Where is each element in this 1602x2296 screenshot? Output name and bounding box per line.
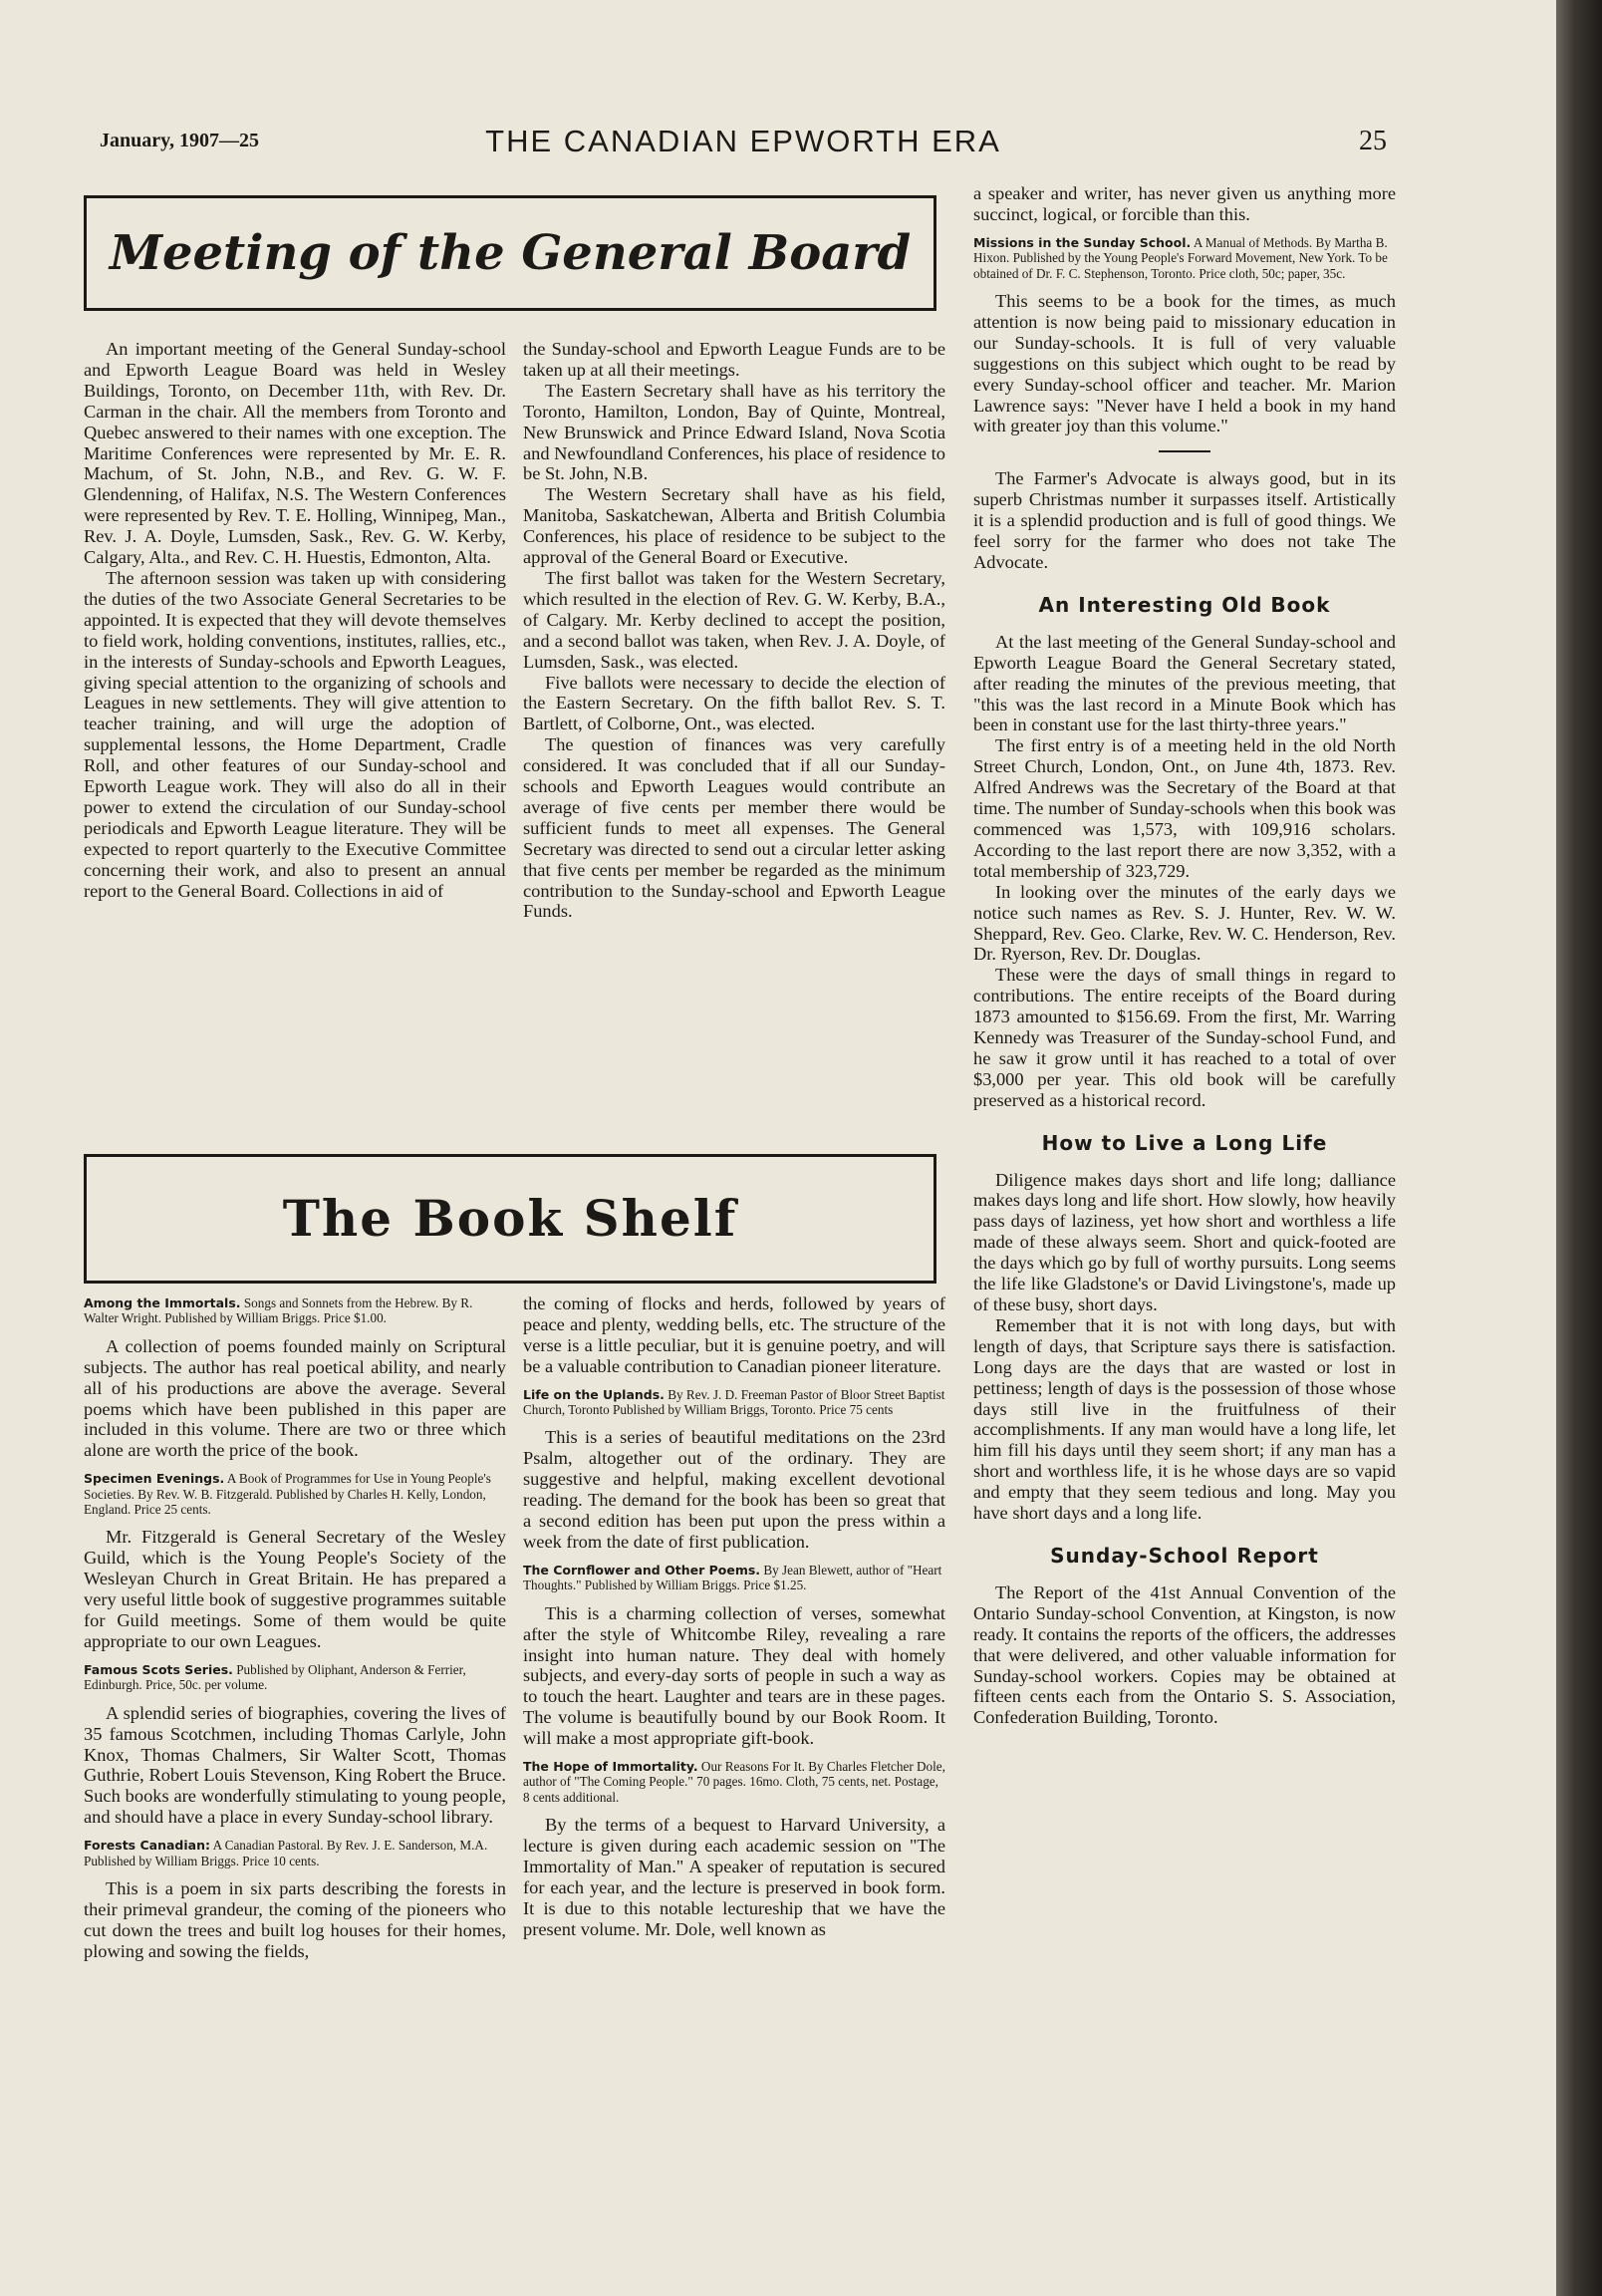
book-entry-header <box>84 1662 506 1693</box>
report-paragraph: The Report of the 41st Annual Convention of the Ontario Sunday-school Convention, at Kingston, is now ready. It contains the reports of the officers, the addresses that were delivered, and other valuable information for Sunday-school workers. Copies may be obtained at fifteen cents each from the Ontario S. S. Association, Confederation Building, Toronto. <box>973 1581 1396 1728</box>
book-entry-header <box>84 1295 506 1326</box>
book-info: By Rev. J. D. Freeman Pastor of Bloor Street Baptist Church, Toronto Published by William Briggs, Toronto. Price 75 cents <box>523 1386 945 1418</box>
meeting-column-1 <box>84 339 506 901</box>
book-entry-header <box>523 1387 945 1418</box>
book-info: Songs and Sonnets from the Hebrew. By R. Walter Wright. Published by William Briggs. Price $1.00. <box>84 1295 473 1326</box>
book-info: A Canadian Pastoral. By Rev. J. E. Sanderson, M.A. Published by William Briggs. Price 10 cents. <box>84 1838 488 1868</box>
farmer-advocate-note: The Farmer's Advocate is always good, but in its superb Christmas number it surpasses itself. Artistically it is a splendid production and is full of good things. We feel sorry for the farmer who does not take The Advocate. <box>973 468 1396 572</box>
old-book-paragraph: In looking over the minutes of the early days we notice such names as Rev. S. J. Hunter, Rev. W. W. Sheppard, Rev. Geo. Clarke, Rev. W. C. Henderson, Rev. Dr. Ryerson, Rev. Dr. Douglas. <box>973 881 1396 965</box>
report-heading: Sunday-School Report <box>1050 1543 1319 1568</box>
header-date: January, 1907—25 <box>100 130 260 151</box>
old-book-paragraph: These were the days of small things in regard to contributions. The entire receipts of the Board during 1873 amounted to $156.69. From the first, Mr. Warring Kennedy was Treasurer of the Sunday-school Fund, and he saw it grow until it has reached to a total of over $3,000 per year. This old book will be carefully preserved as a historical record. <box>973 965 1396 1110</box>
book-review: This seems to be a book for the times, as much attention is now being paid to missionary education in our Sunday-schools. It is full of very valuable suggestions on this subject which ought to be read by every Sunday-school officer and teacher. Mr. Marion Lawrence says: "Never have I held a book in my hand with greater joy than this volume." <box>973 291 1396 436</box>
page-header <box>100 124 1387 163</box>
meeting-paragraph: The first ballot was taken for the Western Secretary, which resulted in the election of Rev. G. W. Kerby, B.A., of Calgary. Mr. Kerby declined to accept the position, and a second ballot was taken, when Rev. J. A. Doyle, of Lumsden, Sask., was elected. <box>523 567 945 672</box>
book-review: Mr. Fitzgerald is General Secretary of the Wesley Guild, which is the Young People's Society of the Wesleyan Church in Great Britain. He has prepared a very useful little book of suggestive programmes suitable for Guild meetings. Some of them would be quite appropriate to our own Leagues. <box>84 1527 506 1651</box>
book-review: This is a charming collection of verses, somewhat after the style of Whitcombe Riley, revealing a rare insight into human nature. They deal with homely subjects, and every-day sorts of people in such a way as to touch the heart. Laughter and tears are in these pages. The volume is beautifully bound by our Book Room. It will make a most appropriate gift-book. <box>523 1602 945 1749</box>
meeting-paragraph: the Sunday-school and Epworth League Funds are to be taken up at all their meetings. <box>523 339 945 380</box>
long-life-paragraph: Remember that it is not with long days, but with length of days, that Scripture says there is satisfaction. Long days are the days that are wasted or lost in pettiness; length of days is the possession of those whose days still live in the fruitfulness of their accomplishments. If any man would have a long life, let him fill his days until they seem short; if any man has a short and worthless life, it is he whose days are so vapid and empty that they seem tedious and long. May you have short days and a long life. <box>973 1314 1396 1524</box>
continued-review: a speaker and writer, has never given us anything more succinct, logical, or forcible than this. <box>973 183 1396 224</box>
bookshelf-title-box <box>84 1154 936 1284</box>
bookshelf-column-1 <box>84 1293 506 1962</box>
book-title: Missions in the Sunday School. <box>973 234 1192 250</box>
book-title: Forests Canadian: <box>84 1838 210 1854</box>
book-title: Famous Scots Series. <box>84 1661 233 1677</box>
long-life-paragraph: Diligence makes days short and life long; dalliance makes days long and life short. How slowly, how heavily pass days of laziness, yet how short and worthless a life made of these always seem. Short and quick-footed are the days which go by full of worthy pursuits. Long seems the life like Gladstone's or David Livingstone's, made up of these busy, short days. <box>973 1169 1396 1314</box>
book-binding-edge <box>1556 0 1602 2296</box>
book-review: the coming of flocks and herds, followed by years of peace and plenty, wedding bells, etc. The structure of the verse is a little peculiar, but it is genuine poetry, and will be a valuable contribution to Canadian pioneer literature. <box>523 1293 945 1376</box>
book-review: A splendid series of biographies, covering the lives of 35 famous Scotchmen, including Thomas Carlyle, John Knox, Thomas Chalmers, Sir Walter Scott, Thomas Guthrie, Robert Louis Stevenson, King Robert the Bruce. Such books are wonderfully stimulating to young people, and should have a place in every Sunday-school library. <box>84 1702 506 1828</box>
page-number: 25 <box>1359 126 1387 156</box>
long-life-heading: How to Live a Long Life <box>1041 1130 1328 1155</box>
book-entry-header <box>84 1471 506 1517</box>
book-entry-header <box>523 1563 945 1593</box>
meeting-column-2 <box>523 339 945 922</box>
book-title: Life on the Uplands. <box>523 1386 665 1402</box>
book-info: A Book of Programmes for Use in Young People's Societies. By Rev. W. B. Fitzgerald. Published by Charles H. Kelly, London, England. Price 25 cents. <box>84 1471 491 1518</box>
book-info: By Jean Blewett, author of "Heart Thoughts." Published by William Briggs. Price $1.25. <box>523 1562 942 1593</box>
meeting-title-box <box>84 195 936 311</box>
divider <box>1159 450 1210 452</box>
book-title: The Cornflower and Other Poems. <box>523 1562 761 1578</box>
book-info: A Manual of Methods. By Martha B. Hixon. Published by the Young People's Forward Movement, New York. To be obtained of Dr. F. C. Stephenson, Toronto. Price cloth, 50c; paper, 35c. <box>973 234 1388 281</box>
book-entry-header <box>84 1838 506 1868</box>
book-entry-header <box>523 1759 945 1805</box>
right-column <box>973 183 1396 1728</box>
book-entry-header <box>973 235 1396 281</box>
book-title: Specimen Evenings. <box>84 1471 225 1487</box>
bookshelf-title: The Book Shelf <box>282 1189 738 1248</box>
book-info: Our Reasons For It. By Charles Fletcher Dole, author of "The Coming People." 70 pages. 16mo. Cloth, 75 cents, net. Postage, 8 cents additional. <box>523 1759 945 1805</box>
book-title: The Hope of Immortality. <box>523 1759 698 1775</box>
meeting-paragraph: The Eastern Secretary shall have as his territory the Toronto, Hamilton, London, Bay of Quinte, Montreal, New Brunswick and Prince Edward Island, Nova Scotia and Newfoundland Conferences, his place of residence to be St. John, N.B. <box>523 380 945 484</box>
meeting-paragraph: An important meeting of the General Sunday-school and Epworth League Board was held in Wesley Buildings, Toronto, on December 11th, with Rev. Dr. Carman in the chair. All the members from Toronto and Quebec answered to their names with one exception. The Maritime Conferences were represented by Mr. E. R. Machum, of St. John, N.B., and Rev. G. W. F. Glendenning, of Halifax, N.S. The Western Conferences were represented by Rev. T. E. Holling, Winnipeg, Man., Rev. J. A. Doyle, Lumsden, Sask., Rev. G. W. Kerby, Calgary, Alta., and Rev. C. H. Huestis, Edmonton, Alta. <box>84 339 506 568</box>
old-book-paragraph: The first entry is of a meeting held in the old North Street Church, London, Ont., on June 4th, 1873. Rev. Alfred Andrews was the Secretary of the Board at that time. The number of Sunday-schools when this book was commenced was 1,573, with 109,916 scholars. According to the last report there are now 3,352, with a total membership of 323,729. <box>973 735 1396 881</box>
bookshelf-column-2 <box>523 1293 945 1940</box>
book-review: By the terms of a bequest to Harvard University, a lecture is given during each academic session on "The Immortality of Man." A speaker of reputation is secured for each year, and the lecture is preserved in book form. It is due to this notable lectureship that we have the present volume. Mr. Dole, well known as <box>523 1815 945 1939</box>
meeting-paragraph: Five ballots were necessary to decide the election of the Eastern Secretary. On the fifth ballot Rev. S. T. Bartlett, of Colborne, Ont., was elected. <box>523 672 945 734</box>
meeting-paragraph: The Western Secretary shall have as his field, Manitoba, Saskatchewan, Alberta and British Columbia Conferences, his place of residence to be subject to the approval of the General Board or Executive. <box>523 484 945 568</box>
meeting-paragraph: The afternoon session was taken up with considering the duties of the two Associate General Secretaries to be appointed. It is expected that they will devote themselves to field work, holding conventions, institutes, rallies, etc., in the interests of Sunday-schools and Epworth Leagues, giving special attention to the organizing of schools and Leagues in new settlements. They will give attention to teacher training, and will urge the adoption of supplemental lessons, the Home Department, Cradle Roll, and other features of our Sunday-school and Epworth League work. They will also do all in their power to extend the circulation of our Sunday-school periodicals and Epworth League literature. They will be expected to report quarterly to the Executive Committee concerning their work, and also to present an annual report to the General Board. Collections in aid of <box>84 567 506 901</box>
book-review: This is a poem in six parts describing the forests in their primeval grandeur, the coming of the pioneers who cut down the trees and built log houses for their homes, plowing and sowing the fields, <box>84 1877 506 1961</box>
old-book-paragraph: At the last meeting of the General Sunday-school and Epworth League Board the General Secretary stated, after reading the minutes of the previous meeting, that "this was the last record in a Minute Book which has been in constant use for the last thirty-three years." <box>973 631 1396 735</box>
header-title: THE CANADIAN EPWORTH ERA <box>485 124 1001 158</box>
book-title: Among the Immortals. <box>84 1295 241 1310</box>
book-review: A collection of poems founded mainly on Scriptural subjects. The author has real poetical ability, and nearly all of his productions are above the average. Several poems which have been published in this paper are included in this volume. There are two or three which alone are worth the price of the book. <box>84 1335 506 1461</box>
book-info: Published by Oliphant, Anderson & Ferrier, Edinburgh. Price, 50c. per volume. <box>84 1661 466 1693</box>
old-book-heading: An Interesting Old Book <box>1038 592 1331 617</box>
book-review: This is a series of beautiful meditations on the 23rd Psalm, altogether out of the ordinary. They are suggestive and helpful, making excellent devotional reading. The demand for the book has been so great that a second edition has been put upon the press within a week from the date of first publication. <box>523 1427 945 1552</box>
meeting-paragraph: The question of finances was very carefully considered. It was concluded that if all our Sunday-schools and Epworth Leagues would contribute an average of five cents per member there would be sufficient funds to meet all expenses. The General Secretary was directed to send out a circular letter asking that five cents per member be regarded as the minimum contribution to the Sunday-school and Epworth League Funds. <box>523 734 945 922</box>
meeting-title: Meeting of the General Board <box>109 225 912 281</box>
